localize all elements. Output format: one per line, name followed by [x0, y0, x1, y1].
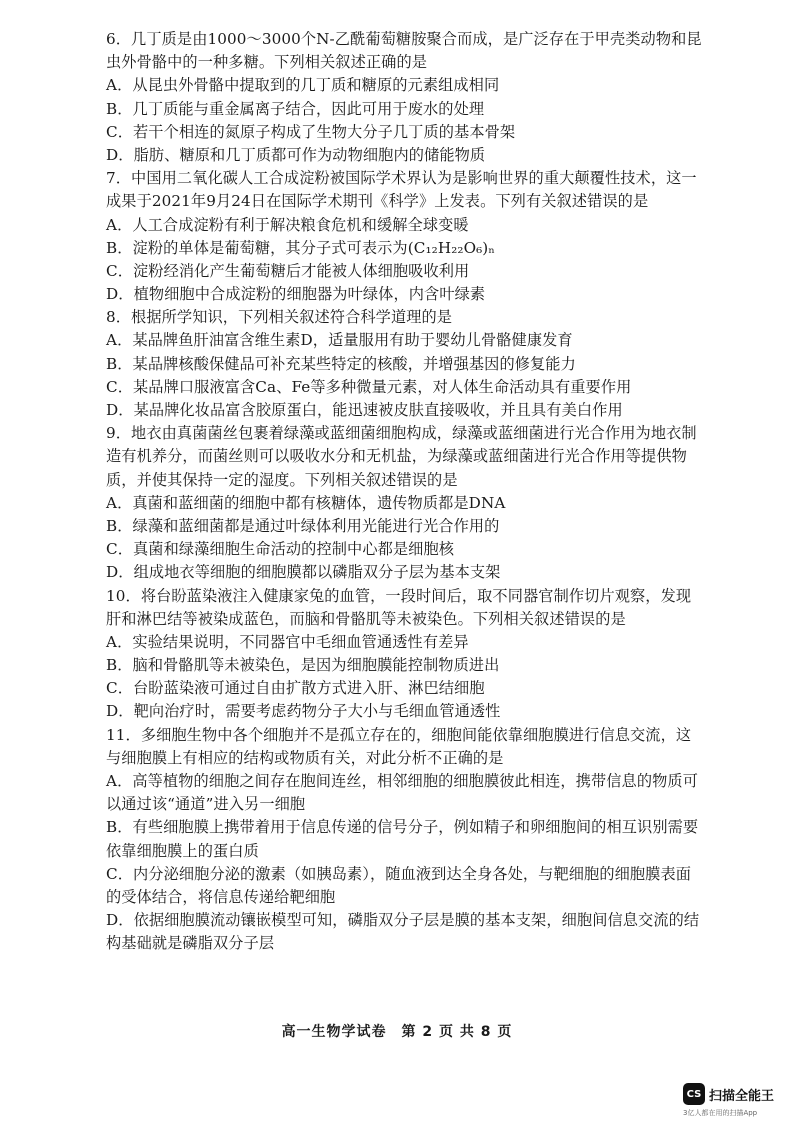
- watermark-subtitle: 3亿人都在用的扫描App: [683, 1109, 758, 1117]
- text-line: D．脂肪、糖原和几丁质都可作为动物细胞内的储能物质: [106, 145, 486, 164]
- text-line: 肝和淋巴结等被染成蓝色，而脑和骨骼肌等未被染色。下列相关叙述错误的是: [106, 609, 626, 628]
- text-line: 与细胞膜上有相应的结构或物质有关，对此分析不正确的是: [106, 748, 504, 767]
- text-line: D．依据细胞膜流动镶嵌模型可知，磷脂双分子层是膜的基本支架，细胞间信息交流的结: [106, 911, 700, 930]
- text-line: 的受体结合，将信息传递给靶细胞: [106, 887, 336, 906]
- text-line: C．台盼蓝染液可通过自由扩散方式进入肝、淋巴结细胞: [106, 679, 485, 698]
- text-line: D．靶向治疗时，需要考虑药物分子大小与毛细血管通透性: [106, 702, 501, 721]
- text-line: 成果于2021年9月24日在国际学术期刊《科学》上发表。下列有关叙述错误的是: [106, 192, 649, 211]
- text-line: 7．中国用二氧化碳人工合成淀粉被国际学术界认为是影响世界的重大颠覆性技术，这一: [106, 169, 697, 188]
- text-line: A．人工合成淀粉有利于解决粮食危机和缓解全球变暖: [106, 215, 469, 234]
- text-line: C．内分泌细胞分泌的激素（如胰岛素），随血液到达全身各处，与靶细胞的细胞膜表面: [106, 864, 692, 883]
- exam-content: [106, 28, 712, 956]
- text-line: C．某品牌口服液富含Ca、Fe等多种微量元素，对人体生命活动具有重要作用: [106, 377, 632, 396]
- text-line: 质，并使其保持一定的湿度。下列相关叙述错误的是: [106, 470, 458, 489]
- text-line: A．真菌和蓝细菌的细胞中都有核糖体，遗传物质都是DNA: [106, 493, 506, 512]
- text-line: A．实验结果说明，不同器官中毛细血管通透性有差异: [106, 632, 469, 651]
- text-line: 虫外骨骼中的一种多糖。下列相关叙述正确的是: [106, 53, 428, 72]
- camscanner-logo-icon: CS: [683, 1083, 705, 1105]
- text-line: C．真菌和绿藻细胞生命活动的控制中心都是细胞核: [106, 540, 455, 559]
- text-line: 9．地衣由真菌菌丝包裹着绿藻或蓝细菌细胞构成，绿藻或蓝细菌进行光合作用为地衣制: [106, 424, 697, 443]
- text-line: A．从昆虫外骨骼中提取到的几丁质和糖原的元素组成相同: [106, 76, 500, 95]
- text-line: 11．多细胞生物中各个细胞并不是孤立存在的，细胞间能依靠细胞膜进行信息交流，这: [106, 725, 692, 744]
- text-line: 10．将台盼蓝染液注入健康家兔的血管，一段时间后，取不同器官制作切片观察，发现: [106, 586, 692, 605]
- text-line: 8．根据所学知识，下列相关叙述符合科学道理的是: [106, 308, 453, 327]
- text-line: D．组成地衣等细胞的细胞膜都以磷脂双分子层为基本支架: [106, 563, 501, 582]
- text-line: B．脑和骨骼肌等未被染色，是因为细胞膜能控制物质进出: [106, 656, 500, 675]
- text-line: B．某品牌核酸保健品可补充某些特定的核酸，并增强基因的修复能力: [106, 354, 576, 373]
- text-line: 造有机养分，而菌丝则可以吸收水分和无机盐，为绿藻或蓝细菌进行光合作用等提供物: [106, 447, 687, 466]
- text-line: B．淀粉的单体是葡萄糖，其分子式可表示为(C₁₂H₂₂O₆)ₙ: [106, 238, 496, 257]
- text-line: D．植物细胞中合成淀粉的细胞器为叶绿体，内含叶绿素: [106, 285, 486, 304]
- text-line: D．某品牌化妆品富含胶原蛋白，能迅速被皮肤直接吸收，并且具有美白作用: [106, 401, 623, 419]
- text-line: 以通过该“通道”进入另一细胞: [106, 795, 306, 814]
- watermark-name: 扫描全能王: [709, 1089, 775, 1104]
- text-line: B．有些细胞膜上携带着用于信息传递的信号分子，例如精子和卵细胞间的相互识别需要: [106, 818, 699, 837]
- text-line: B．绿藻和蓝细菌都是通过叶绿体利用光能进行光合作用的: [106, 516, 500, 535]
- text-line: 6．几丁质是由1000～3000个N-乙酰葡萄糖胺聚合而成，是广泛存在于甲壳类动物和昆: [106, 30, 702, 48]
- text-line: A．高等植物的细胞之间存在胞间连丝，相邻细胞的细胞膜彼此相连，携带信息的物质可: [106, 772, 698, 790]
- text-line: B．几丁质能与重金属离子结合，因此可用于废水的处理: [106, 99, 485, 118]
- page-footer: 高一生物学试卷 第 2 页 共 8 页: [281, 1024, 513, 1040]
- text-line: 依靠细胞膜上的蛋白质: [106, 841, 259, 860]
- text-line: A．某品牌鱼肝油富含维生素D，适量服用有助于婴幼儿骨骼健康发育: [106, 331, 573, 350]
- text-line: 构基础就是磷脂双分子层: [106, 934, 275, 953]
- scanner-watermark: [683, 1083, 788, 1119]
- text-line: C．淀粉经消化产生葡萄糖后才能被人体细胞吸收利用: [106, 261, 470, 280]
- text-line: C．若干个相连的氮原子构成了生物大分子几丁质的基本骨架: [106, 122, 516, 141]
